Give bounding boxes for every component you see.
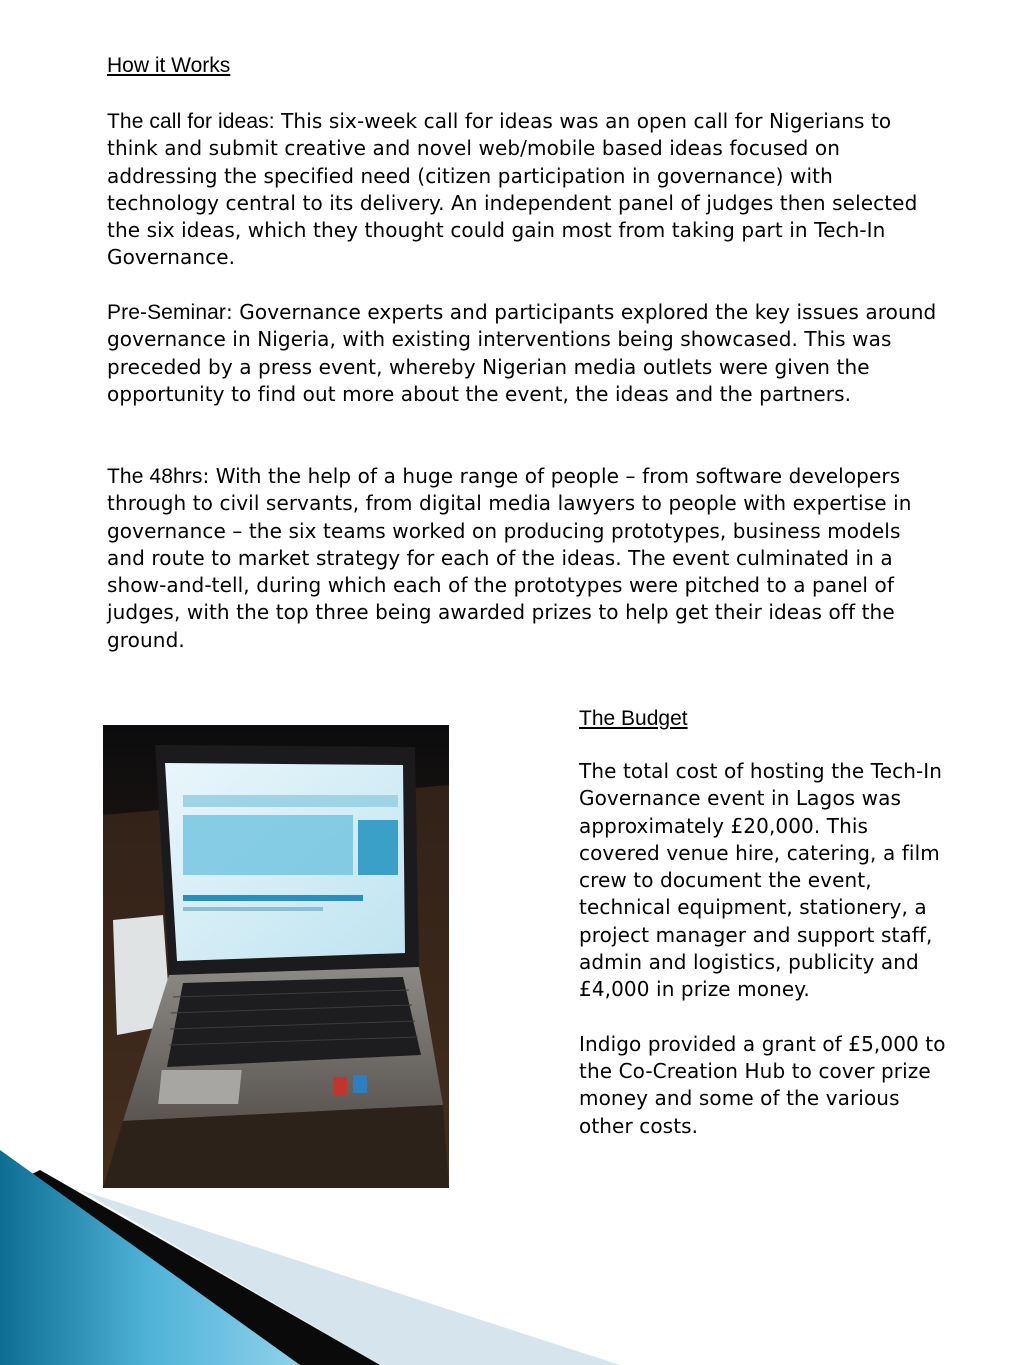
how-it-works-heading: How it Works	[107, 54, 231, 77]
laptop-photo	[103, 725, 449, 1188]
laptop-illustration	[103, 725, 449, 1188]
call-for-ideas-paragraph	[107, 108, 937, 272]
pre-seminar-lead: Pre-Seminar	[107, 301, 226, 324]
budget-paragraph-1: The total cost of hosting the Tech-In Governance event in Lagos was approximately £20,000. This covered venue hire, catering, a film crew to document the event, technical equipment, stationery, a project manager and support staff, admin and logistics, publicity and £4,000 in prize money.	[579, 759, 943, 1002]
48hrs-lead: The 48hrs	[107, 465, 203, 488]
pre-seminar-paragraph	[107, 299, 937, 408]
budget-heading: The Budget	[579, 707, 688, 730]
pre-seminar-text: : Governance experts and participants explored the key issues around governance in Nigeria, with existing interventions being showcased. This was preceded by a press event, whereby Nigerian media outlets were given the opportunity to find out more about the event, the ideas and the partners.	[107, 300, 937, 406]
budget-section	[579, 707, 949, 1140]
call-for-ideas-lead: The call for ideas:	[107, 110, 275, 133]
corner-decoration	[0, 1150, 620, 1365]
budget-paragraph-2: Indigo provided a grant of £5,000 to the Co-Creation Hub to cover prize money and some of the various other costs.	[579, 1031, 946, 1138]
48hrs-text: : With the help of a huge range of people – from software developers through to civil servants, from digital media lawyers to people with expertise in governance – the six teams worked on producing prototypes, business models and route to market strategy for each of the ideas. The event culminated in a show-and-tell, during which each of the prototypes were pitched to a panel of judges, with the top three being awarded prizes to help get their ideas off the ground.	[107, 464, 912, 652]
48hrs-paragraph	[107, 463, 937, 654]
call-for-ideas-text: This six-week call for ideas was an open call for Nigerians to think and submit creative and novel web/mobile based ideas focused on addressing the specified need (citizen participation in governance) with technology central to its delivery. An independent panel of judges then selected the six ideas, which they thought could gain most from taking part in Tech-In Governance.	[107, 109, 918, 270]
